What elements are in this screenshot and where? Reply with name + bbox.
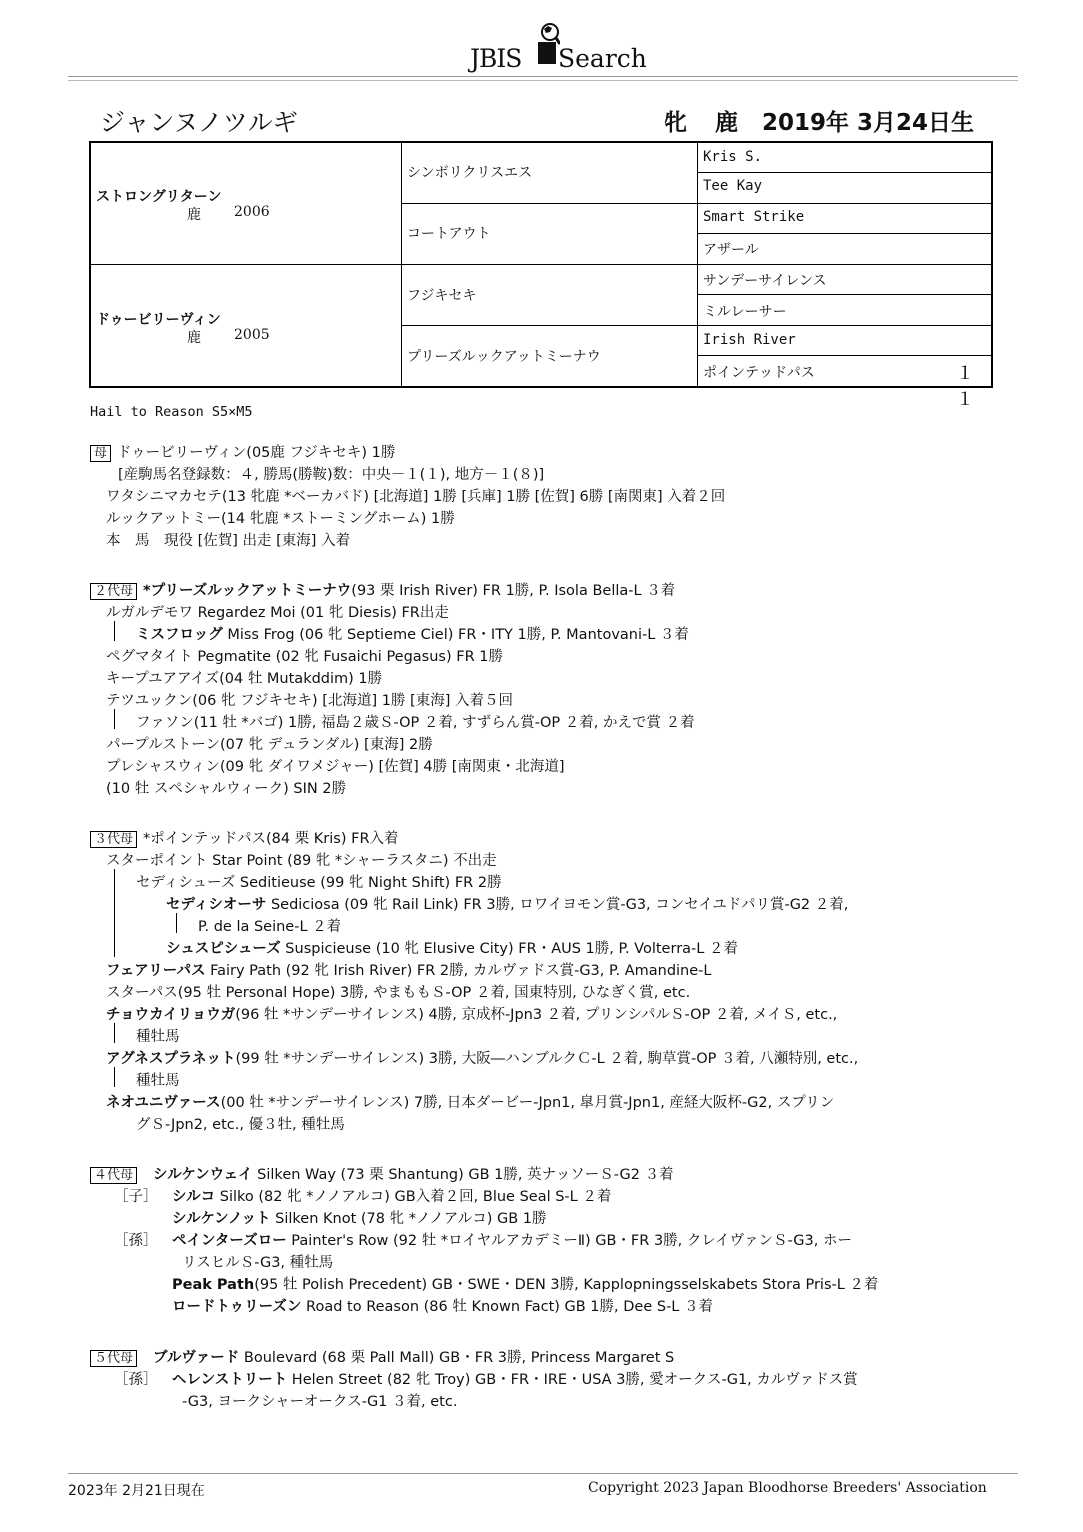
g4-section-header: ４代母 シルケンウェイ Silken Way (73 栗 Shantung) GB 1勝, 英ナッソーＳ-G2 ３着 xyxy=(90,1163,674,1184)
list-item: ［孫］ ヘレンストリート Helen Street (82 牝 Troy) GB・FR・IRE・USA 3勝, 愛オークス-G1, カルヴァドス賞 xyxy=(114,1372,858,1388)
list-item: ［孫］ ペインターズロー Painter's Row (92 牡 *ロイヤルアカデミーⅡ) GB・FR 3勝, クレイヴァンＳ-G3, ホー xyxy=(114,1233,852,1249)
dam-section-header: 母 ドゥービリーヴィン(05鹿 フジキセキ) 1勝 xyxy=(90,441,395,462)
list-item: プレシャスウィン(09 牝 ダイワメジャー) [佐賀] 4勝 [南関東・北海道] xyxy=(106,759,565,775)
jbis-search-logo xyxy=(470,18,647,76)
list-item: -G3, ヨークシャーオークス-G1 ３着, etc. xyxy=(182,1394,458,1410)
list-item: P. de la Seine-L ２着 xyxy=(198,919,342,935)
list-item: 種牡馬 xyxy=(136,1073,180,1089)
list-item: スターポイント Star Point (89 牝 *シャーラスタニ) 不出走 xyxy=(106,853,497,869)
sex-color: 牝 鹿 xyxy=(664,110,749,136)
section-label: 母 xyxy=(90,445,111,462)
sire-dam: コートアウト xyxy=(407,226,491,242)
list-item: テツユックン(06 牝 フジキセキ) [北海道] 1勝 [東海] 入着５回 xyxy=(106,693,513,709)
list-item: ルックアットミー(14 牝鹿 *ストーミングホーム) 1勝 xyxy=(106,511,455,527)
gen3-5: サンデーサイレンス xyxy=(703,273,827,289)
list-item: ロードトゥリーズン Road to Reason (86 牡 Known Fact) GB 1勝, Dee S-L ３着 xyxy=(172,1299,713,1315)
sire-color: 鹿 xyxy=(187,207,201,223)
dam-sire: フジキセキ xyxy=(407,288,477,304)
g3-section-header: ３代母 *ポインテッドパス(84 栗 Kris) FR入着 xyxy=(90,827,399,848)
list-item: フェアリーパス Fairy Path (92 牝 Irish River) FR 2勝, カルヴァドス賞-G3, P. Amandine-L xyxy=(106,963,712,979)
list-item: スターパス(95 牡 Personal Hope) 3勝, やまももＳ-OP ２着, 国東特別, ひなぎく賞, etc. xyxy=(106,985,691,1001)
list-item: ペグマタイト Pegmatite (02 牝 Fusaichi Pegasus) FR 1勝 xyxy=(106,649,503,665)
sire-year: 2006 xyxy=(234,204,270,220)
footer-date: 2023年 2月21日現在 xyxy=(68,1483,205,1499)
list-item: ミスフロッグ Miss Frog (06 牝 Septieme Ciel) FR・ITY 1勝, P. Mantovani-L ３着 xyxy=(136,627,689,643)
gen3-7: Irish River xyxy=(703,332,796,348)
gen3-6: ミルレーサー xyxy=(703,304,787,320)
header-rule-2 xyxy=(68,80,1018,81)
list-item: キープユアアイズ(04 牡 Mutakddim) 1勝 xyxy=(106,671,383,687)
list-item: 種牡馬 xyxy=(136,1029,180,1045)
list-item: ルガルデモワ Regardez Moi (01 牝 Diesis) FR出走 xyxy=(106,605,449,621)
gen3-1: Kris S. xyxy=(703,149,763,165)
gen3-3: Smart Strike xyxy=(703,209,805,225)
section-label: ３代母 xyxy=(90,831,137,848)
list-item: グＳ-Jpn2, etc., 優３牡, 種牡馬 xyxy=(136,1117,345,1133)
list-item: セディシューズ Seditieuse (99 牝 Night Shift) FR 2勝 xyxy=(136,875,502,891)
family-number: １１ xyxy=(956,363,974,410)
section-label: ２代母 xyxy=(90,583,137,600)
dam-name: ドゥービリーヴィン xyxy=(96,312,221,328)
gen3-8: ポインテッドパス xyxy=(703,365,815,381)
inbreeding: Hail to Reason S5×M5 xyxy=(90,404,253,420)
list-item: ワタシニマカセテ(13 牝鹿 *ベーカバド) [北海道] 1勝 [兵庫] 1勝 [佐賀] 6勝 [南関東] 入着２回 xyxy=(106,489,726,505)
footer-copyright: Copyright 2023 Japan Bloodhorse Breeders' Association xyxy=(588,1480,987,1496)
list-item: Peak Path(95 牡 Polish Precedent) GB・SWE・DEN 3勝, Kapplopningsselskabets Stora Pris-L ２着 xyxy=(172,1277,879,1293)
logo-text-right: Search xyxy=(558,44,647,73)
g5-section-header: ５代母 ブルヴァード Boulevard (68 栗 Pall Mall) GB・FR 3勝, Princess Margaret S xyxy=(90,1346,674,1367)
sire-sire: シンボリクリスエス xyxy=(407,165,533,181)
list-item: (10 牡 スペシャルウィーク) SIN 2勝 xyxy=(106,781,347,797)
sire-name: ストロングリターン xyxy=(96,189,222,205)
list-item: セディシオーサ Sediciosa (09 牝 Rail Link) FR 3勝, ロワイヨモン賞-G3, コンセイユドパリ賞-G2 ２着, xyxy=(166,897,849,913)
pedigree-table xyxy=(89,141,993,410)
header-rule xyxy=(68,76,1018,77)
list-item: ネオユニヴァース(00 牡 *サンデーサイレンス) 7勝, 日本ダービー-Jpn1, 皐月賞-Jpn1, 産経大阪杯-G2, スプリン xyxy=(106,1095,835,1111)
dam-year: 2005 xyxy=(234,327,270,343)
list-item: シルケンノット Silken Knot (78 牝 *ノノアルコ) GB 1勝 xyxy=(172,1211,547,1227)
list-item: ファソン(11 牡 *バゴ) 1勝, 福島２歳Ｓ-OP ２着, すずらん賞-OP ２着, かえで賞 ２着 xyxy=(136,715,695,731)
logo-horse-icon xyxy=(534,22,560,66)
gen3-2: Tee Kay xyxy=(703,178,763,194)
logo-text-left: JBIS xyxy=(470,44,522,73)
dam-dam: プリーズルックアットミーナウ xyxy=(407,349,601,365)
section-label: ４代母 xyxy=(90,1167,137,1184)
g2-section-header: ２代母 *プリーズルックアットミーナウ(93 栗 Irish River) FR 1勝, P. Isola Bella-L ３着 xyxy=(90,579,675,600)
list-item: [産駒馬名登録数：４, 勝馬(勝鞍)数：中央－１(１), 地方－１(８)] xyxy=(118,467,545,483)
footer-rule xyxy=(68,1473,1018,1474)
list-item: パープルストーン(07 牝 デュランダル) [東海] 2勝 xyxy=(106,737,433,753)
birth-date: 2019年 3月24日生 xyxy=(762,110,975,136)
list-item: 本 馬 現役 [佐賀] 出走 [東海] 入着 xyxy=(106,533,351,549)
horse-name: ジャンヌノツルギ xyxy=(100,108,298,137)
list-item: チョウカイリョウガ(96 牡 *サンデーサイレンス) 4勝, 京成杯-Jpn3 ２着, プリンシパルＳ-OP ２着, メイＳ, etc., xyxy=(106,1007,838,1023)
section-label: ５代母 xyxy=(90,1350,137,1367)
dam-color: 鹿 xyxy=(187,330,201,346)
list-item: アグネスプラネット(99 牡 *サンデーサイレンス) 3勝, 大阪―ハンブルクＣ-L ２着, 駒草賞-OP ３着, 八瀬特別, etc., xyxy=(106,1051,859,1067)
list-item: シュスピシューズ Suspicieuse (10 牝 Elusive City) FR・AUS 1勝, P. Volterra-L ２着 xyxy=(166,941,738,957)
gen3-4: アザール xyxy=(703,242,759,258)
list-item: リスヒルＳ-G3, 種牡馬 xyxy=(182,1255,334,1271)
list-item: ［子］ シルコ Silko (82 牝 *ノノアルコ) GB入着２回, Blue Seal S-L ２着 xyxy=(114,1189,612,1205)
